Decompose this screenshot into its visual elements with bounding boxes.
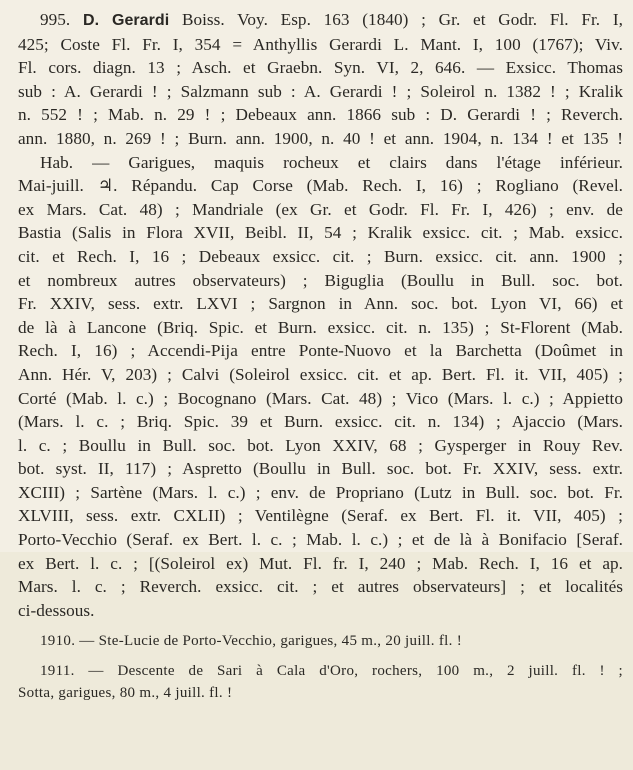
habitat-line: ex Mars. Cat. 48) ; Mandriale (ex Gr. et Godr. Fl. Fr. I, 426) ; env. de — [18, 199, 623, 219]
habitat-line: bot. syst. II, 117) ; Aspretto (Boullu in Bull. soc. bot. Fr. XXIV, sess. extr. — [18, 459, 623, 479]
entry-number: 995. — [40, 10, 71, 29]
entry-line: sub : A. Gerardi ! ; Salzmann sub : A. Gerardi ! ; Soleirol n. 1382 ! ; Kralik — [18, 81, 623, 101]
habitat-line: (Mars. l. c. ; Briq. Spic. 39 et Burn. exsicc. cit. n. 134) ; Ajaccio (Mars. — [18, 412, 623, 432]
entry-line-0: Boiss. Voy. Esp. 163 (1840) ; Gr. et Godr. Fl. Fr. I, — [169, 10, 623, 29]
habitat-line: XLVIII, sess. extr. CXLII) ; Ventilègne (Seraf. ex Bert. Fl. it. VII, 405) ; — [18, 506, 623, 526]
habitat-line: Hab. — Garigues, maquis rocheux et clairs dans l'étage inférieur. — [40, 152, 623, 172]
habitat-line: l. c. ; Boullu in Bull. soc. bot. Lyon XXIV, 68 ; Gysperger in Rouy Rev. — [18, 435, 623, 455]
spacer — [18, 622, 623, 630]
habitat-line: cit. et Rech. I, 16 ; Debeaux exsicc. cit. ; Burn. exsicc. cit. ann. 1900 ; — [18, 246, 623, 266]
habitat-line: Fr. XXIV, sess. extr. LXVI ; Sargnon in Ann. soc. bot. Lyon VI, 66) et — [18, 294, 623, 314]
entry-line: 425; Coste Fl. Fr. I, 354 = Anthyllis Gerardi L. Mant. I, 100 (1767); Viv. — [18, 34, 623, 54]
habitat-line: Corté (Mab. l. c.) ; Bocognano (Mars. Cat. 48) ; Vico (Mars. l. c.) ; Appietto — [18, 388, 623, 408]
habitat-line: Mai-juill. ♃. Répandu. Cap Corse (Mab. Rech. I, 16) ; Rogliano (Revel. — [18, 176, 623, 196]
entry-line: ann. 1880, n. 269 ! ; Burn. ann. 1900, n. 40 ! et ann. 1904, n. 134 ! et 135 ! — [18, 128, 623, 148]
record-1910: 1910. — Ste-Lucie de Porto-Vecchio, garigues, 45 m., 20 juill. fl. ! — [40, 633, 462, 650]
spacer — [18, 652, 623, 660]
habitat-line: et nombreux autres observateurs) ; Biguglia (Boullu in Bull. soc. bot. — [18, 270, 623, 290]
entry-first-line — [18, 8, 623, 33]
habitat-line: Bastia (Salis in Flora XVII, Beibl. II, 54 ; Kralik exsicc. cit. ; Mab. exsicc. — [18, 223, 623, 243]
record-1911-line: 1911. — Descente de Sari à Cala d'Oro, rochers, 100 m., 2 juill. fl. ! ; — [40, 663, 623, 680]
record-1911-line: Sotta, garigues, 80 m., 4 juill. fl. ! — [18, 685, 233, 702]
entry-line: n. 552 ! ; Mab. n. 29 ! ; Debeaux ann. 1866 sub : D. Gerardi ! ; Reverch. — [18, 105, 623, 125]
habitat-line: Rech. I, 16) ; Accendi-Pija entre Ponte-Nuovo et la Barchetta (Doûmet in — [18, 341, 623, 361]
habitat-line: XCIII) ; Sartène (Mars. l. c.) ; env. de Propriano (Lutz in Bull. soc. bot. Fr. — [18, 482, 623, 502]
species-name: D. Gerardi — [83, 12, 170, 29]
habitat-line: de là à Lancone (Briq. Spic. et Burn. exsicc. cit. n. 135) ; St-Florent (Mab. — [18, 317, 623, 337]
entry-line: Fl. cors. diagn. 13 ; Asch. et Graebn. Syn. VI, 2, 646. — Exsicc. Thomas — [18, 58, 623, 78]
habitat-line: Mars. l. c. ; Reverch. exsicc. cit. ; et autres observateurs] ; et localités — [18, 577, 623, 597]
habitat-line: ex Bert. l. c. ; [(Soleirol ex) Mut. Fl. fr. I, 240 ; Mab. Rech. I, 16 et ap. — [18, 553, 623, 573]
habitat-line: Ann. Hér. V, 203) ; Calvi (Soleirol exsicc. cit. et ap. Bert. Fl. it. VII, 405) ; — [18, 364, 623, 384]
habitat-line: ci-dessous. — [18, 600, 95, 620]
habitat-line: Porto-Vecchio (Seraf. ex Bert. l. c. ; Mab. l. c.) ; et de là à Bonifacio [Seraf. — [18, 530, 623, 550]
